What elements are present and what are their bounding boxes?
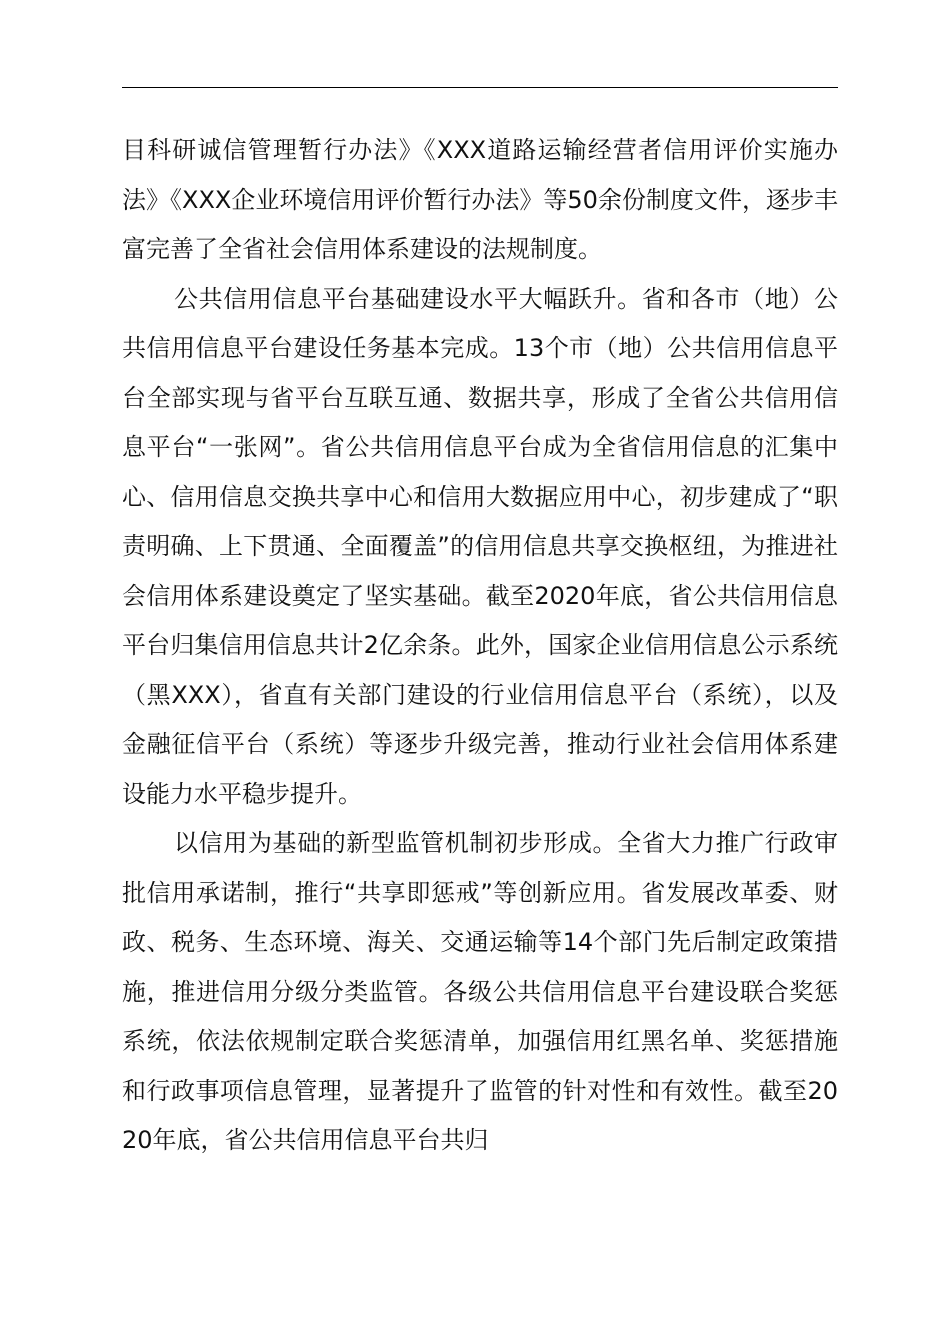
paragraph-credit-platform: 公共信用信息平台基础建设水平大幅跃升。省和各市（地）公共信用信息平台建设任务基本完成。13个市（地）公共信用信息平台全部实现与省平台互联互通、数据共享，形成了全省公共信用信息平台“一张网”。省公共信用信息平台成为全省信用信息的汇集中心、信用信息交换共享中心和信用大数据应用中心，初步建成了“职责明确、上下贯通、全面覆盖”的信用信息共享交换枢纽，为推进社会信用体系建设奠定了坚实基础。截至2020年底，省公共信用信息平台归集信用信息共计2亿余条。此外，国家企业信用信息公示系统（黑XXX），省直有关部门建设的行业信用信息平台（系统），以及金融征信平台（系统）等逐步升级完善，推动行业社会信用体系建设能力水平稳步提升。 — [122, 284, 838, 808]
paragraph-regulations: 目科研诚信管理暂行办法》《XXX道路运输经营者信用评价实施办法》《XXX企业环境信用评价暂行办法》等50余份制度文件，逐步丰富完善了全省社会信用体系建设的法规制度。 — [122, 136, 838, 263]
paragraph-supervision-mechanism: 以信用为基础的新型监管机制初步形成。全省大力推广行政审批信用承诺制，推行“共享即惩戒”等创新应用。省发展改革委、财政、税务、生态环境、海关、交通运输等14个部门先后制定政策措施，推进信用分级分类监管。各级公共信用信息平台建设联合奖惩系统，依法依规制定联合奖惩清单，加强信用红黑名单、奖惩措施和行政事项信息管理，显著提升了监管的针对性和有效性。截至2020年底，省公共信用信息平台共归 — [122, 829, 838, 1154]
header-rule — [122, 87, 838, 88]
document-body — [122, 126, 838, 1166]
